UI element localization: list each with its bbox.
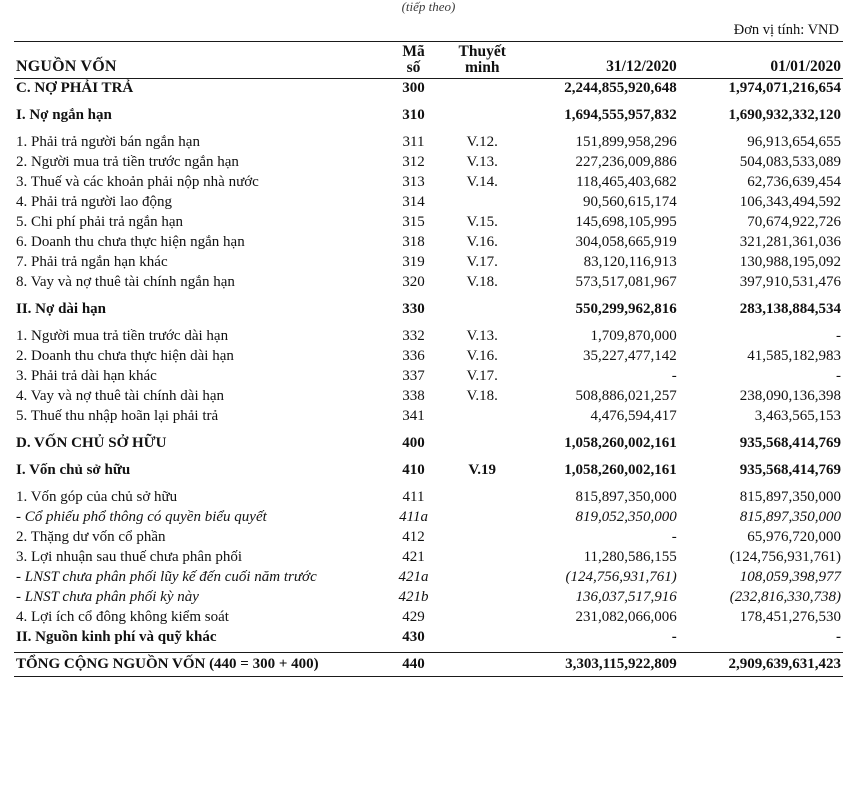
row-note: V.13. — [466, 154, 498, 171]
row-note: V.16. — [466, 348, 498, 365]
row-label: II. Nguồn kinh phí và quỹ khác — [16, 629, 217, 646]
row-label: 6. Doanh thu chưa thực hiện ngắn hạn — [16, 234, 245, 251]
row-value-current: 815,897,350,000 — [575, 489, 677, 506]
table-row — [14, 434, 843, 454]
row-note: V.13. — [466, 328, 498, 345]
row-code: 314 — [402, 194, 425, 211]
row-label: 1. Phải trả người bán ngắn hạn — [16, 134, 200, 151]
row-spacer — [14, 320, 843, 327]
table-row — [14, 548, 843, 568]
table-row — [14, 461, 843, 481]
row-note — [444, 193, 521, 213]
row-code: 300 — [402, 80, 425, 97]
row-note: V.18. — [466, 388, 498, 405]
row-label: 4. Lợi ích cổ đông không kiểm soát — [16, 609, 229, 626]
row-label: - LNST chưa phân phối kỳ này — [16, 589, 199, 606]
row-value-current: 11,280,586,155 — [583, 549, 677, 566]
row-code: 319 — [402, 254, 425, 271]
table-row — [14, 568, 843, 588]
row-label: - Cổ phiếu phổ thông có quyền biểu quyết — [16, 509, 267, 526]
row-label: II. Nợ dài hạn — [16, 301, 107, 318]
row-value-previous: 935,568,414,769 — [739, 462, 841, 479]
row-note — [444, 628, 521, 648]
row-spacer — [14, 454, 843, 461]
table-row — [14, 528, 843, 548]
row-label: 5. Thuế thu nhập hoãn lại phải trả — [16, 408, 219, 425]
row-code: 337 — [402, 368, 425, 385]
header-code — [383, 42, 444, 78]
row-note — [444, 434, 521, 454]
unit-label: Đơn vị tính: VND — [733, 22, 839, 38]
row-label: 2. Thặng dư vốn cổ phần — [16, 529, 166, 546]
row-value-previous: 238,090,136,398 — [739, 388, 841, 405]
row-value-previous: 815,897,350,000 — [739, 489, 841, 506]
row-code: 421a — [398, 569, 429, 586]
row-value-current: 227,236,009,886 — [575, 154, 677, 171]
row-note — [444, 548, 521, 568]
row-note — [444, 407, 521, 427]
row-value-previous: - — [836, 328, 841, 345]
row-label: 2. Người mua trả tiền trước ngắn hạn — [16, 154, 239, 171]
table-row — [14, 253, 843, 273]
row-value-previous: 96,913,654,655 — [747, 134, 841, 151]
table-row — [14, 508, 843, 528]
row-value-current: 508,886,021,257 — [575, 388, 677, 405]
table-row — [14, 327, 843, 347]
table-row — [14, 78, 843, 99]
row-code: 430 — [402, 629, 425, 646]
row-value-previous: 130,988,195,092 — [739, 254, 841, 271]
row-note: V.16. — [466, 234, 498, 251]
row-code: 421 — [402, 549, 425, 566]
total-code: 440 — [383, 652, 444, 676]
row-value-previous: 106,343,494,592 — [739, 194, 841, 211]
row-label: 3. Phải trả dài hạn khác — [16, 368, 157, 385]
row-value-current: 118,465,403,682 — [576, 174, 677, 191]
row-code: 411a — [399, 509, 428, 526]
row-label: D. VỐN CHỦ SỞ HỮU — [16, 435, 167, 452]
row-label: I. Nợ ngắn hạn — [16, 107, 112, 124]
row-code: 429 — [402, 609, 425, 626]
row-code: 400 — [402, 435, 425, 452]
row-value-previous: 1,974,071,216,654 — [728, 80, 841, 97]
table-row — [14, 588, 843, 608]
row-code: 313 — [402, 174, 425, 191]
table-row — [14, 173, 843, 193]
row-value-current: - — [671, 529, 677, 546]
row-label: 8. Vay và nợ thuê tài chính ngắn hạn — [16, 274, 235, 291]
row-label: 3. Lợi nhuận sau thuế chưa phân phối — [16, 549, 243, 566]
row-value-previous: 283,138,884,534 — [739, 301, 841, 318]
row-value-previous: - — [836, 629, 841, 646]
row-label: 4. Phải trả người lao động — [16, 194, 173, 211]
row-note — [444, 588, 521, 608]
row-value-current: 83,120,116,913 — [583, 254, 677, 271]
row-label: 7. Phải trả ngắn hạn khác — [16, 254, 168, 271]
row-label: 3. Thuế và các khoản phải nộp nhà nước — [16, 174, 259, 191]
table-row — [14, 367, 843, 387]
row-code: 411 — [402, 489, 425, 506]
row-label: 4. Vay và nợ thuê tài chính dài hạn — [16, 388, 225, 405]
row-value-current: 1,058,260,002,161 — [564, 462, 677, 479]
row-value-previous: 3,463,565,153 — [754, 408, 841, 425]
row-value-current: 1,709,870,000 — [590, 328, 677, 345]
row-value-previous: 41,585,182,983 — [747, 348, 841, 365]
total-row — [14, 652, 843, 676]
table-row — [14, 193, 843, 213]
row-code: 341 — [402, 408, 425, 425]
row-value-current: 90,560,615,174 — [583, 194, 677, 211]
row-label: 5. Chi phí phải trả ngắn hạn — [16, 214, 184, 231]
total-label: TỔNG CỘNG NGUỒN VỐN (440 = 300 + 400) — [14, 652, 383, 676]
row-value-previous: 321,281,361,036 — [739, 234, 841, 251]
table-row — [14, 273, 843, 293]
row-value-previous: 935,568,414,769 — [739, 435, 841, 452]
total-note — [444, 652, 521, 676]
row-code: 338 — [402, 388, 425, 405]
row-value-current: 550,299,962,816 — [575, 301, 677, 318]
table-header — [14, 42, 843, 79]
row-note: V.12. — [466, 134, 498, 151]
row-note — [444, 488, 521, 508]
row-note — [444, 78, 521, 99]
table-row — [14, 106, 843, 126]
row-value-previous: 70,674,922,726 — [747, 214, 841, 231]
row-code: 318 — [402, 234, 425, 251]
row-label: 1. Người mua trả tiền trước dài hạn — [16, 328, 229, 345]
row-code: 312 — [402, 154, 425, 171]
table-body — [14, 78, 843, 676]
row-note — [444, 300, 521, 320]
total-value-current: 3,303,115,922,809 — [521, 652, 685, 676]
row-code: 336 — [402, 348, 425, 365]
row-value-previous: 62,736,639,454 — [747, 174, 841, 191]
continuation-note: (tiếp theo) — [401, 0, 456, 14]
row-value-previous: 504,083,533,089 — [739, 154, 841, 171]
row-value-current: 145,698,105,995 — [575, 214, 677, 231]
row-code: 320 — [402, 274, 425, 291]
row-note: V.17. — [466, 368, 498, 385]
row-value-previous: 1,690,932,332,120 — [728, 107, 841, 124]
row-value-current: 1,694,555,957,832 — [564, 107, 677, 124]
row-label: I. Vốn chủ sở hữu — [16, 462, 131, 479]
table-row — [14, 133, 843, 153]
row-note: V.15. — [466, 214, 498, 231]
row-value-current: 136,037,517,916 — [575, 589, 677, 606]
row-value-previous: 178,451,276,530 — [739, 609, 841, 626]
header-row — [14, 42, 843, 78]
row-code: 410 — [402, 462, 425, 479]
table-row — [14, 153, 843, 173]
table-row — [14, 608, 843, 628]
row-note: V.18. — [466, 274, 498, 291]
row-value-current: 1,058,260,002,161 — [564, 435, 677, 452]
row-note: V.19 — [468, 462, 497, 479]
header-note-line2: minh — [465, 58, 500, 76]
row-value-previous: - — [836, 368, 841, 385]
row-label: 1. Vốn góp của chủ sở hữu — [16, 489, 178, 506]
total-value-previous: 2,909,639,631,423 — [685, 652, 843, 676]
row-code: 315 — [402, 214, 425, 231]
row-value-previous: (232,816,330,738) — [729, 589, 841, 606]
row-code: 311 — [402, 134, 425, 151]
header-note — [444, 42, 521, 78]
header-code-line1: Mã — [402, 42, 425, 60]
header-note-line1: Thuyết — [458, 42, 506, 60]
row-spacer — [14, 126, 843, 133]
balance-sheet-table — [14, 41, 843, 677]
row-value-previous: 815,897,350,000 — [739, 509, 841, 526]
row-value-previous: (124,756,931,761) — [729, 549, 841, 566]
row-value-current: 2,244,855,920,648 — [564, 80, 677, 97]
row-code: 330 — [402, 301, 425, 318]
row-label: C. NỢ PHẢI TRẢ — [16, 80, 134, 97]
row-note — [444, 608, 521, 628]
row-value-previous: 65,976,720,000 — [747, 529, 841, 546]
row-value-current: 231,082,066,006 — [575, 609, 677, 626]
row-value-current: 573,517,081,967 — [575, 274, 677, 291]
row-note: V.17. — [466, 254, 498, 271]
table-row — [14, 407, 843, 427]
row-spacer — [14, 99, 843, 106]
row-spacer — [14, 481, 843, 488]
table-row — [14, 300, 843, 320]
row-value-current: - — [671, 368, 677, 385]
row-code: 332 — [402, 328, 425, 345]
table-row — [14, 347, 843, 367]
row-value-current: (124,756,931,761) — [565, 569, 677, 586]
row-spacer — [14, 427, 843, 434]
row-label: 2. Doanh thu chưa thực hiện dài hạn — [16, 348, 234, 365]
row-note — [444, 528, 521, 548]
row-value-previous: 397,910,531,476 — [739, 274, 841, 291]
header-code-line2: số — [406, 58, 421, 76]
row-note: V.14. — [466, 174, 498, 191]
row-spacer — [14, 293, 843, 300]
header-current-period: 31/12/2020 — [606, 58, 677, 76]
row-value-current: - — [671, 629, 677, 646]
header-previous-period: 01/01/2020 — [770, 58, 841, 76]
row-note — [444, 568, 521, 588]
row-value-current: 151,899,958,296 — [575, 134, 677, 151]
row-label: - LNST chưa phân phối lũy kế đến cuối năm trước — [16, 569, 317, 586]
row-note — [444, 508, 521, 528]
table-row — [14, 213, 843, 233]
row-code: 421b — [398, 589, 429, 606]
table-row — [14, 628, 843, 648]
row-code: 412 — [402, 529, 425, 546]
row-value-current: 35,227,477,142 — [583, 348, 677, 365]
row-value-current: 304,058,665,919 — [575, 234, 677, 251]
table-row — [14, 233, 843, 253]
row-code: 310 — [402, 107, 425, 124]
row-value-current: 819,052,350,000 — [575, 509, 677, 526]
table-row — [14, 387, 843, 407]
row-note — [444, 106, 521, 126]
table-row — [14, 488, 843, 508]
row-value-current: 4,476,594,417 — [590, 408, 677, 425]
row-value-previous: 108,059,398,977 — [739, 569, 841, 586]
header-label: NGUỒN VỐN — [16, 58, 117, 76]
